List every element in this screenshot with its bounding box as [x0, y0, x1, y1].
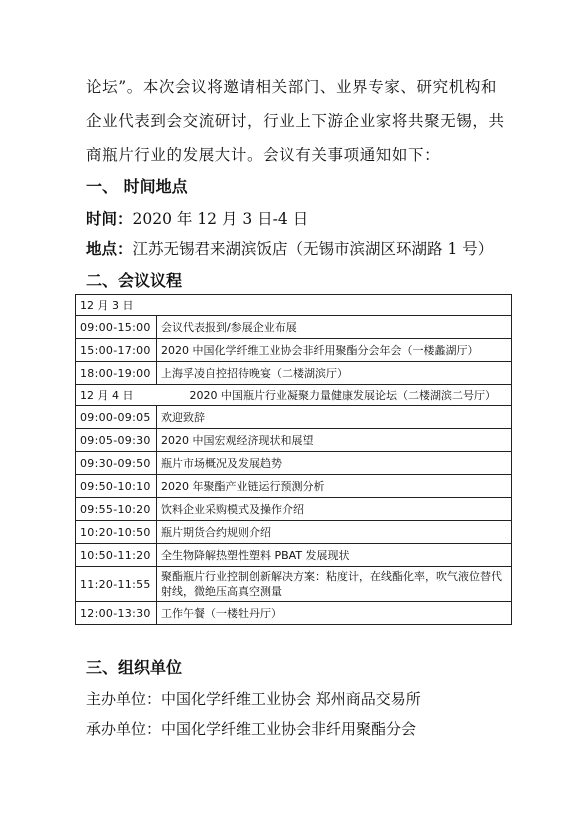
- agenda-forum-title: 2020 中国瓶片行业凝聚力量健康发展论坛（二楼湖滨二号厅）: [189, 388, 496, 402]
- agenda-time: 10:20-10:50: [76, 521, 157, 544]
- table-row: [76, 602, 512, 625]
- agenda-item: 瓶片期货合约规则介绍: [157, 521, 512, 544]
- intro-line-3: 商瓶片行业的发展大计。会议有关事项通知如下：: [86, 146, 441, 164]
- table-row: [76, 339, 512, 362]
- agenda-item: 欢迎致辞: [157, 406, 512, 429]
- agenda-time: 09:00-15:00: [76, 316, 157, 339]
- agenda-time: 09:50-10:10: [76, 475, 157, 498]
- section-heading-organizers: 三、组织单位: [86, 658, 183, 677]
- place-value: 江苏无锡君来湖滨饭店（无锡市滨湖区环湖路 1 号）: [132, 240, 494, 258]
- agenda-item: 会议代表报到/参展企业布展: [157, 316, 512, 339]
- agenda-day-label: 12 月 3 日: [76, 295, 512, 316]
- agenda-time: 09:05-09:30: [76, 429, 157, 452]
- table-row: [76, 406, 512, 429]
- agenda-time: 09:30-09:50: [76, 452, 157, 475]
- agenda-time: 10:50-11:20: [76, 544, 157, 567]
- place-line: [86, 237, 493, 259]
- agenda-item: 2020 年聚酯产业链运行预测分析: [157, 475, 512, 498]
- agenda-item: 上海孚凌自控招待晚宴（二楼湖滨厅）: [157, 362, 512, 385]
- time-label: 时间：: [86, 210, 133, 228]
- table-row: [76, 452, 512, 475]
- section-heading-time-place: 一、 时间地点: [86, 177, 188, 196]
- agenda-day-row: [76, 385, 512, 406]
- table-row: [76, 567, 512, 602]
- agenda-item: 全生物降解热塑性塑料 PBAT 发展现状: [157, 544, 512, 567]
- table-row: [76, 498, 512, 521]
- agenda-day-label: 12 月 4 日: [80, 388, 134, 402]
- agenda-time: 18:00-19:00: [76, 362, 157, 385]
- agenda-item: 饮料企业采购模式及操作介绍: [157, 498, 512, 521]
- agenda-time: 09:55-10:20: [76, 498, 157, 521]
- table-row: [76, 475, 512, 498]
- table-row: [76, 521, 512, 544]
- time-value: 2020 年 12 月 3 日-4 日: [132, 210, 309, 228]
- agenda-item: 2020 中国化学纤维工业协会非纤用聚酯分会年会（一楼蠡湖厅）: [157, 339, 512, 362]
- section-heading-agenda: 二、会议议程: [86, 271, 183, 290]
- intro-line-2: 企业代表到会交流研讨，行业上下游企业家将共聚无锡，共: [86, 112, 505, 130]
- agenda-time: 15:00-17:00: [76, 339, 157, 362]
- agenda-item: 工作午餐（一楼牡丹厅）: [157, 602, 512, 625]
- agenda-day-cell: [76, 385, 512, 406]
- intro-line-1: 论坛”。本次会议将邀请相关部门、业界专家、研究机构和: [86, 78, 498, 96]
- time-line: [86, 207, 308, 229]
- agenda-table: [75, 294, 512, 625]
- agenda-day-row: [76, 295, 512, 316]
- agenda-item: 聚酯瓶片行业控制创新解决方案：粘度计，在线酯化率，吹气液位替代射线，微绝压高真空测量: [157, 567, 512, 602]
- agenda-item: 瓶片市场概况及发展趋势: [157, 452, 512, 475]
- intro-paragraph: [86, 70, 516, 172]
- host-line: 主办单位：中国化学纤维工业协会 郑州商品交易所: [86, 690, 421, 708]
- agenda-time: 09:00-09:05: [76, 406, 157, 429]
- agenda-item: 2020 中国宏观经济现状和展望: [157, 429, 512, 452]
- table-row: [76, 544, 512, 567]
- place-label: 地点：: [86, 240, 133, 258]
- agenda-time: 12:00-13:30: [76, 602, 157, 625]
- table-row: [76, 316, 512, 339]
- table-row: [76, 429, 512, 452]
- agenda-time: 11:20-11:55: [76, 567, 157, 602]
- organizer-line: 承办单位：中国化学纤维工业协会非纤用聚酯分会: [86, 720, 417, 738]
- table-row: [76, 362, 512, 385]
